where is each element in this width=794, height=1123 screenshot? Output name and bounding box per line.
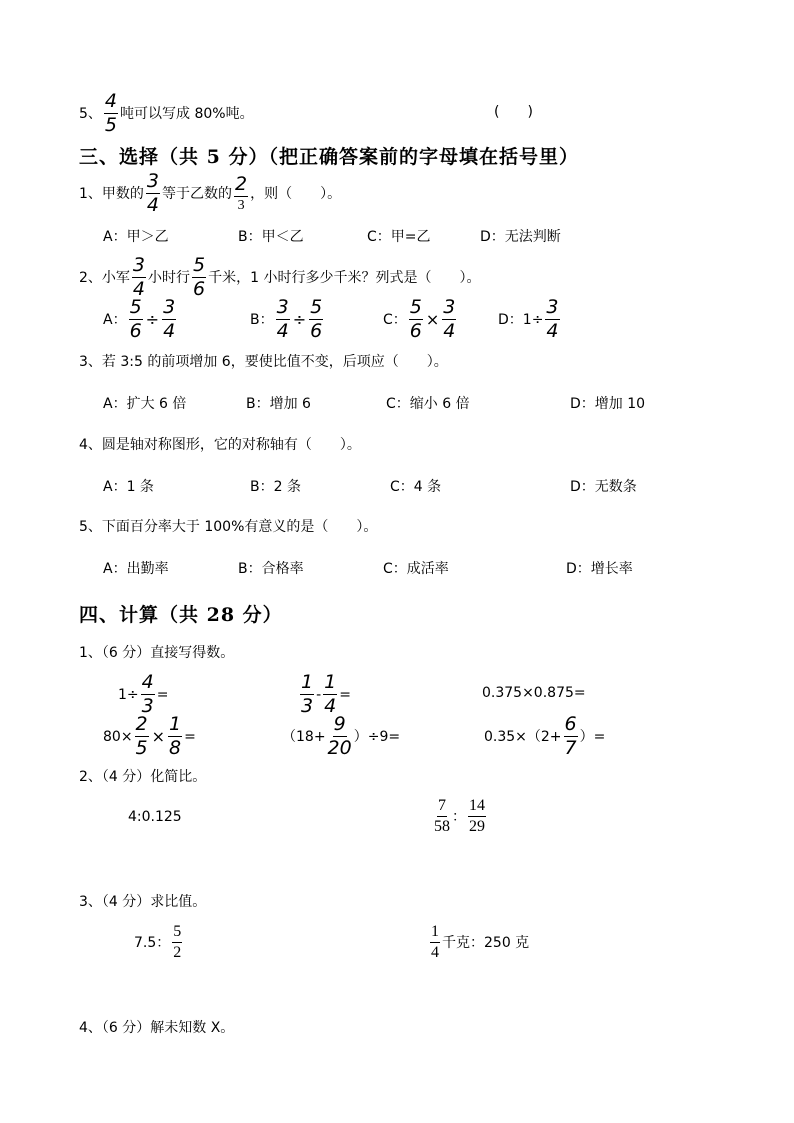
option-c: C：甲=乙 xyxy=(367,229,431,245)
fraction: $\frac{3}{4}$ xyxy=(163,296,176,342)
calc-expression: （18+ $\frac{9}{20}$ ）÷9= xyxy=(282,713,401,759)
option-c: C：缩小 6 倍 xyxy=(386,396,470,412)
option-b: B：增加 6 xyxy=(246,396,311,412)
fraction: $\frac{3}{4}$ xyxy=(443,296,456,342)
fraction: $\frac{5}{6}$ xyxy=(129,296,142,342)
option-b: B： $\frac{3}{4}$ ÷ $\frac{5}{6}$ xyxy=(250,296,323,342)
fraction: $\frac{14}{29}$ xyxy=(469,797,485,835)
fraction: $\frac{5}{6}$ xyxy=(409,296,422,342)
fraction: $\frac{4}{5}$ xyxy=(104,90,118,136)
ratio-value-expression: $\frac{1}{4}$ 千克：250 克 xyxy=(431,923,530,961)
calc-expression: 1÷ $\frac{4}{3}$ = xyxy=(118,671,169,717)
fraction: $\frac{9}{20}$ xyxy=(327,713,352,759)
fraction: $\frac{1}{4}$ xyxy=(431,923,439,961)
fraction: $\frac{2}{5}$ xyxy=(135,713,148,759)
fraction: $\frac{4}{3}$ xyxy=(141,671,154,717)
fraction: $\frac{5}{6}$ xyxy=(310,296,323,342)
calc-label-2: 2、（4 分）化简比。 xyxy=(79,769,207,785)
answer-paren: ( ) xyxy=(494,104,533,120)
option-a: A：甲＞乙 xyxy=(103,229,169,245)
option-a: A：扩大 6 倍 xyxy=(103,396,187,412)
fraction: $\frac{1}{4}$ xyxy=(324,671,337,717)
ratio-expression: $\frac{7}{58}$ ： $\frac{14}{29}$ xyxy=(434,797,485,835)
option-b: B：2 条 xyxy=(250,479,301,495)
fraction: $\frac{5}{6}$ xyxy=(193,254,206,300)
fraction: $\frac{7}{58}$ xyxy=(434,797,450,835)
calc-label-4: 4、（6 分）解未知数 X。 xyxy=(79,1020,235,1036)
calc-label-3: 3、（4 分）求比值。 xyxy=(79,894,207,910)
calc-expression: 0.375×0.875= xyxy=(482,685,586,701)
option-a: A： $\frac{5}{6}$ ÷ $\frac{3}{4}$ xyxy=(103,296,176,342)
option-d: D：无法判断 xyxy=(480,229,561,245)
fraction: $\frac{1}{3}$ xyxy=(301,671,314,717)
ratio-value-expression: 7.5： $\frac{5}{2}$ xyxy=(134,923,182,961)
calc-expression: 0.35×（2+ $\frac{6}{7}$ ）= xyxy=(484,713,606,759)
option-a: A：出勤率 xyxy=(103,561,169,577)
option-d: D：增加 10 xyxy=(570,396,646,412)
fraction: $\frac{5}{2}$ xyxy=(173,923,182,961)
section-title-choice: 三、选择（共 5 分）（把正确答案前的字母填在括号里） xyxy=(79,146,579,168)
option-b: B：甲＜乙 xyxy=(238,229,304,245)
ratio-expression: 4:0.125 xyxy=(128,809,182,825)
fraction: $\frac{2}{3}$ xyxy=(235,172,248,213)
choice-question-2: 2、 小军 $\frac{3}{4}$ 小时行 $\frac{5}{6}$ 千米，1 小时行多少千米？列式是（ ）。 xyxy=(79,254,481,300)
option-c: C： $\frac{5}{6}$ × $\frac{3}{4}$ xyxy=(383,296,456,342)
calc-label-1: 1、（6 分）直接写得数。 xyxy=(79,645,235,661)
fraction: $\frac{3}{4}$ xyxy=(132,254,146,300)
option-d: D： 1÷ $\frac{3}{4}$ xyxy=(498,296,559,342)
option-d: D：增长率 xyxy=(566,561,633,577)
calc-expression: $\frac{1}{3}$ - $\frac{1}{4}$ = xyxy=(301,671,351,717)
fraction: $\frac{1}{8}$ xyxy=(169,713,182,759)
calc-expression: 80× $\frac{2}{5}$ × $\frac{1}{8}$ = xyxy=(103,713,196,759)
fraction: $\frac{3}{4}$ xyxy=(146,170,160,216)
option-d: D：无数条 xyxy=(570,479,637,495)
judge-item-5 xyxy=(79,92,254,135)
option-b: B：合格率 xyxy=(238,561,304,577)
choice-question-3: 3、若 3:5 的前项增加 6，要使比值不变，后项应（ ）。 xyxy=(79,354,448,370)
fraction: $\frac{3}{4}$ xyxy=(546,296,559,342)
choice-question-1: 1、 甲数的 $\frac{3}{4}$ 等于乙数的 $\frac{2}{3}$ ，则（ ）。 xyxy=(79,170,342,216)
fraction: $\frac{3}{4}$ xyxy=(276,296,289,342)
item-text: 吨可以写成 80%吨。 xyxy=(120,105,254,122)
choice-question-4: 4、圆是轴对称图形，它的对称轴有（ ）。 xyxy=(79,437,361,453)
option-a: A：1 条 xyxy=(103,479,154,495)
choice-question-5: 5、下面百分率大于 100%有意义的是（ ）。 xyxy=(79,519,378,535)
fraction: $\frac{6}{7}$ xyxy=(564,713,577,759)
option-c: C：4 条 xyxy=(390,479,442,495)
section-title-calculation: 四、计算（共 28 分） xyxy=(79,604,283,626)
item-number: 5、 xyxy=(79,105,102,122)
option-c: C：成活率 xyxy=(383,561,449,577)
